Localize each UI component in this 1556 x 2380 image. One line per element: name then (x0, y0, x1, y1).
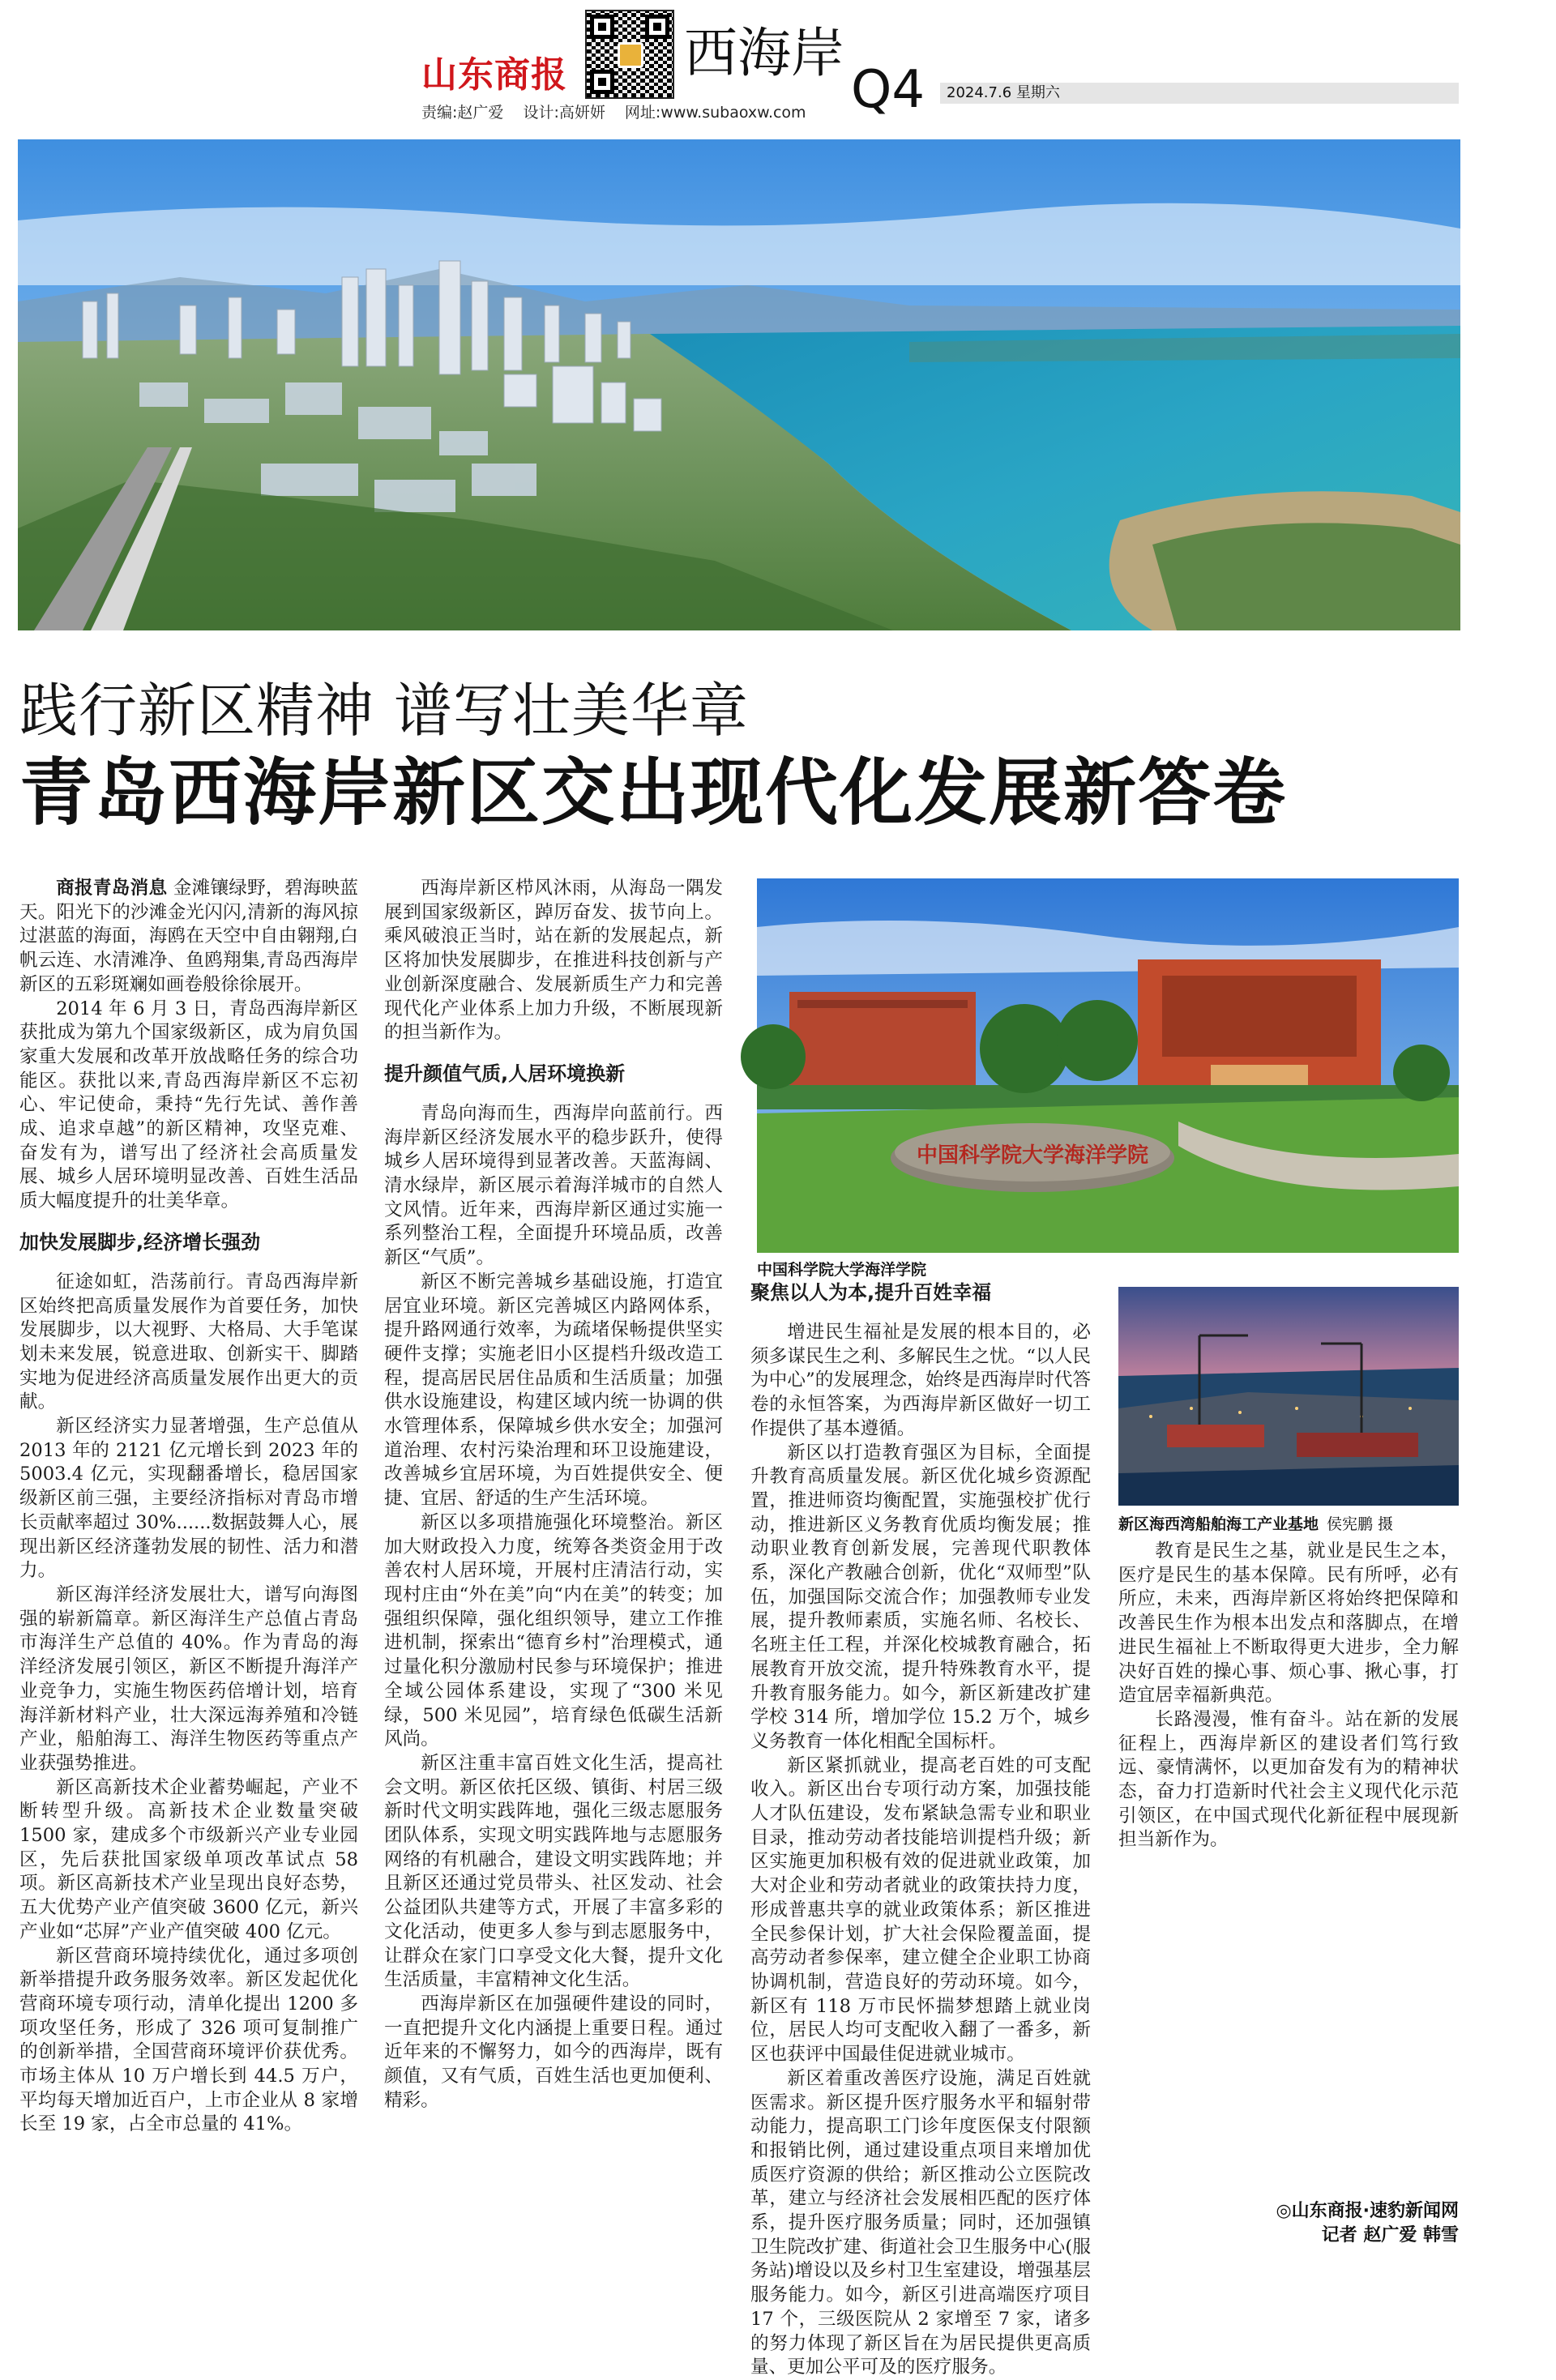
date-bar: 2024.7.6 星期六 (940, 83, 1459, 104)
article-paragraph: 新区注重丰富百姓文化生活，提高社会文明。新区依托区级、镇街、村居三级新时代文明实践阵地，强化三级志愿服务团队体系，实现文明实践阵地与志愿服务网络的有机融合，建设文明实践阵地；并且新区还通过党员带头、社区发动、社会公益团队共建等方式，开展了丰富多彩的文化活动，使更多人参与到志愿服务中，让群众在家门口享受文化大餐，提升文化生活质量，丰富精神文化生活。 (384, 1752, 723, 1991)
article-paragraph: 新区以打造教育强区为目标，全面提升教育高质量发展。新区优化城乡资源配置，推进师资均衡配置，实施强校扩优行动，推进新区义务教育优质均衡发展；推动职业教育创新发展，完善现代职教体系，深化产教融合创新，优化“双师型”队伍，加强国际交流合作；加强教师专业发展，提升教师素质，实施名师、名校长、名班主任工程，并深化校城教育融合，拓展教育开放交流，提升特殊教育水平，提升教育服务能力。如今，新区新建改扩建学校 314 所，增加学位 15.2 万个，城乡义务教育一体化相配全国标杆。 (750, 1442, 1091, 1752)
lead-text: 金滩镶绿野，碧海映蓝天。阳光下的沙滩金光闪闪,清新的海风掠过湛蓝的海面，海鸥在天空中自由翱翔,白帆云连、水清滩净、鱼鸥翔集,青岛西海岸新区的五彩斑斓如画卷般徐徐展开。 (19, 878, 359, 995)
stone-inscription: 中国科学院大学海洋学院 (916, 1143, 1149, 1168)
qr-code-icon (585, 10, 674, 99)
lead-label: 商报青岛消息 (56, 878, 168, 899)
hero-aerial-photo (18, 139, 1460, 630)
byline-reporters: 记者 赵广爱 韩雪 (1321, 2225, 1459, 2245)
photo1-caption: 中国科学院大学海洋学院 (757, 1261, 927, 1279)
article-paragraph: 新区以多项措施强化环境整治。新区加大财政投入力度，统筹各类资金用于改善农村人居环境，开展村庄清洁行动，实现村庄由“外在美”向“内在美”的转变；加强组织保障，强化组织领导，建立工作推进机制，探索出“德育乡村”治理模式，通过量化积分激励村民参与环境保护；推进全域公园体系建设，实现了“300 米见绿，500 米见园”，培育绿色低碳生活新风尚。 (384, 1511, 723, 1750)
article-paragraph: 教育是民生之基，就业是民生之本，医疗是民生的基本保障。民有所呼，必有所应，未来，西海岸新区将始终把保障和改善民生作为根本出发点和落脚点，在增进民生福祉上不断取得更大进步，全力解决好百姓的操心事、烦心事、揪心事，打造宜居幸福新典范。 (1118, 1540, 1459, 1707)
headline-primary: 践行新区精神 谱写壮美华章 (19, 677, 749, 745)
photo-shipyard (1118, 1287, 1459, 1506)
article-paragraph: 征途如虹，浩荡前行。青岛西海岸新区始终把高质量发展作为首要任务，加快发展脚步，以大视野、大格局、大手笔谋划未来发展，锐意进取、创新实干、脚踏实地为促进经济高质量发展作出更大的贡献。 (19, 1271, 358, 1413)
article-paragraph (19, 877, 358, 998)
header-meta (421, 100, 821, 122)
article-paragraph: 新区紧抓就业，提高老百姓的可支配收入。新区出台专项行动方案，加强技能人才队伍建设，发布紧缺急需专业和职业目录，推动劳动者技能培训提档升级；新区实施更加积极有效的促进就业政策，加大对企业和劳动者就业的政策扶持力度，形成普惠共享的就业政策体系；新区推进全民参保计划，扩大社会保险覆盖面，提高劳动者参保率，建立健全企业职工协商协调机制，营造良好的劳动环境。如今，新区有 118 万市民怀揣梦想踏上就业岗位，居民人均可支配收入翻了一番多，新区也获评中国最佳促进就业城市。 (750, 1754, 1091, 2066)
editor-credit: 责编:赵广爱 (421, 104, 504, 122)
article-column-1 (19, 877, 358, 2137)
article-paragraph: 西海岸新区栉风沐雨，从海岛一隅发展到国家级新区，踔厉奋发、拔节向上。乘风破浪正当时，站在新的发展起点，新区将加快发展脚步，在推进科技创新与产业创新深度融合、发展新质生产力和完善现代化产业体系上加力升级，不断展现新的担当新作为。 (384, 878, 723, 1044)
article-paragraph: 新区海洋经济发展壮大，谱写向海图强的崭新篇章。新区海洋生产总值占青岛市海洋生产总值的 40%。作为青岛的海洋经济发展引领区，新区不断提升海洋产业竞争力，实施生物医药倍增计划，培育海洋新材料产业，壮大深远海养殖和冷链产业，船舶海工、海洋生物医药等重点产业获强势推进。 (19, 1583, 358, 1774)
website-link[interactable]: 网址:www.subaoxw.com (624, 104, 806, 122)
byline (1240, 2199, 1459, 2248)
article-column-3 (750, 1280, 1091, 2380)
article-paragraph: 青岛向海而生，西海岸向蓝前行。西海岸新区经济发展水平的稳步跃升，使得城乡人居环境得到显著改善。天蓝海阔、清水绿岸，新区展示着海洋城市的自然人文风情。近年来，西海岸新区通过实施一系列整治工程，全面提升环境品质，改善新区“气质”。 (384, 1102, 723, 1269)
article-paragraph: 2014 年 6 月 3 日，青岛西海岸新区获批成为第九个国家级新区，成为肩负国家重大发展和改革开放战略任务的综合功能区。获批以来,青岛西海岸新区不忘初心、牢记使命，秉持“先行先试、善作善成、追求卓越”的新区精神，攻坚克难、奋发有为，谱写出了经济社会高质量发展、城乡人居环境明显改善、百姓生活品质大幅度提升的壮美华章。 (19, 998, 358, 1212)
photo2-caption-text: 新区海西湾船舶海工产业基地 (1118, 1515, 1319, 1533)
photo-marine-college (757, 878, 1459, 1253)
article-paragraph: 新区不断完善城乡基础设施，打造宜居宜业环境。新区完善城区内路网体系，提升路网通行效率，为疏堵保畅提供坚实硬件支撑；实施老旧小区提档升级改造工程，提高居民居住品质和生活质量；加强供水设施建设，构建区域内统一协调的供水管理体系，保障城乡供水安全；加强河道治理、农村污染治理和环卫设施建设，改善城乡宜居环境，为百姓提供安全、便捷、宜居、舒适的生产生活环境。 (384, 1271, 723, 1510)
page-number: Q4 (851, 60, 925, 120)
photo2-caption (1118, 1512, 1393, 1534)
article-paragraph: 新区高新技术企业蓄势崛起，产业不断转型升级。高新技术企业数量突破 1500 家，建成多个市级新兴产业专业园区，先后获批国家级单项改革试点 58 项。新区高新技术产业呈现出良好态势，五大优势产业产值突破 3600 亿元，新兴产业如“芯屏”产业产值突破 400 亿元。 (19, 1776, 358, 1942)
newspaper-logo: 山东商报 (421, 54, 567, 96)
photo2-credit: 侯宪鹏 摄 (1327, 1515, 1394, 1533)
byline-source: ◎山东商报·速豹新闻网 (1276, 2201, 1459, 2221)
article-paragraph: 长路漫漫，惟有奋斗。站在新的发展征程上，西海岸新区的建设者们笃行致远、豪情满怀，以更加奋发有为的精神状态，奋力打造新时代社会主义现代化示范引领区，在中国式现代化新征程中展现新担当新作为。 (1118, 1708, 1459, 1851)
article-paragraph: 西海岸新区在加强硬件建设的同时，一直把提升文化内涵提上重要日程。通过近年来的不懈努力，如今的西海岸，既有颜值，又有气质，百姓生活也更加便利、精彩。 (384, 1993, 723, 2111)
section-heading: 聚焦以人为本,提升百姓幸福 (750, 1281, 992, 1304)
section-heading: 加快发展脚步,经济增长强劲 (19, 1230, 261, 1254)
article-column-4 (1118, 1540, 1459, 1852)
edition-title: 西海岸 (684, 22, 844, 84)
article-column-2 (384, 877, 723, 2113)
article-paragraph: 新区着重改善医疗设施，满足百姓就医需求。新区提升医疗服务水平和辐射带动能力，提高职工门诊年度医保支付限额和报销比例，通过建设重点项目来增加优质医疗资源的供给；新区推动公立医院改革，建立与经济社会发展相匹配的医疗体系，提升医疗服务质量；同时，还加强镇卫生院改扩建、街道社会卫生服务中心(服务站)增设以及乡村卫生室建设，增强基层服务能力。如今，新区引进高端医疗项目 17 个，三级医院从 2 家增至 7 家，诸多的努力体现了新区旨在为居民提供更高质量、更加公平可及的医疗服务。 (750, 2067, 1091, 2378)
shipyard-image (1118, 1287, 1459, 1506)
article-paragraph: 新区经济实力显著增强，生产总值从 2013 年的 2121 亿元增长到 2023 年的 5003.4 亿元，实现翻番增长，稳居国家级新区前三强，主要经济指标对青岛市增长贡献率超过 30%......数据鼓舞人心，展现出新区经济蓬勃发展的韧性、活力和潜力。 (19, 1416, 358, 1582)
article-paragraph: 新区营商环境持续优化，通过多项创新举措提升政务服务效率。新区发起优化营商环境专项行动，清单化提出 1200 多项攻坚任务，形成了 326 项可复制推广的创新举措，全国营商环境评价获优秀。市场主体从 10 万户增长到 44.5 万户，平均每天增加近百户，上市企业从 8 家增长至 19 家，占全市总量的 41%。 (19, 1945, 358, 2135)
designer-credit: 设计:高妍妍 (523, 104, 605, 122)
marine-college-image (757, 878, 1459, 1253)
aerial-cityscape-image (18, 139, 1460, 630)
headline-main: 青岛西海岸新区交出现代化发展新答卷 (19, 750, 1287, 835)
section-heading: 提升颜值气质,人居环境换新 (384, 1062, 626, 1085)
article-paragraph: 增进民生福祉是发展的根本目的，必须多谋民生之利、多解民生之忧。“以人民为中心”的发展理念，始终是西海岸时代答卷的永恒答案，为西海岸新区做好一切工作提供了基本遵循。 (750, 1322, 1091, 1439)
